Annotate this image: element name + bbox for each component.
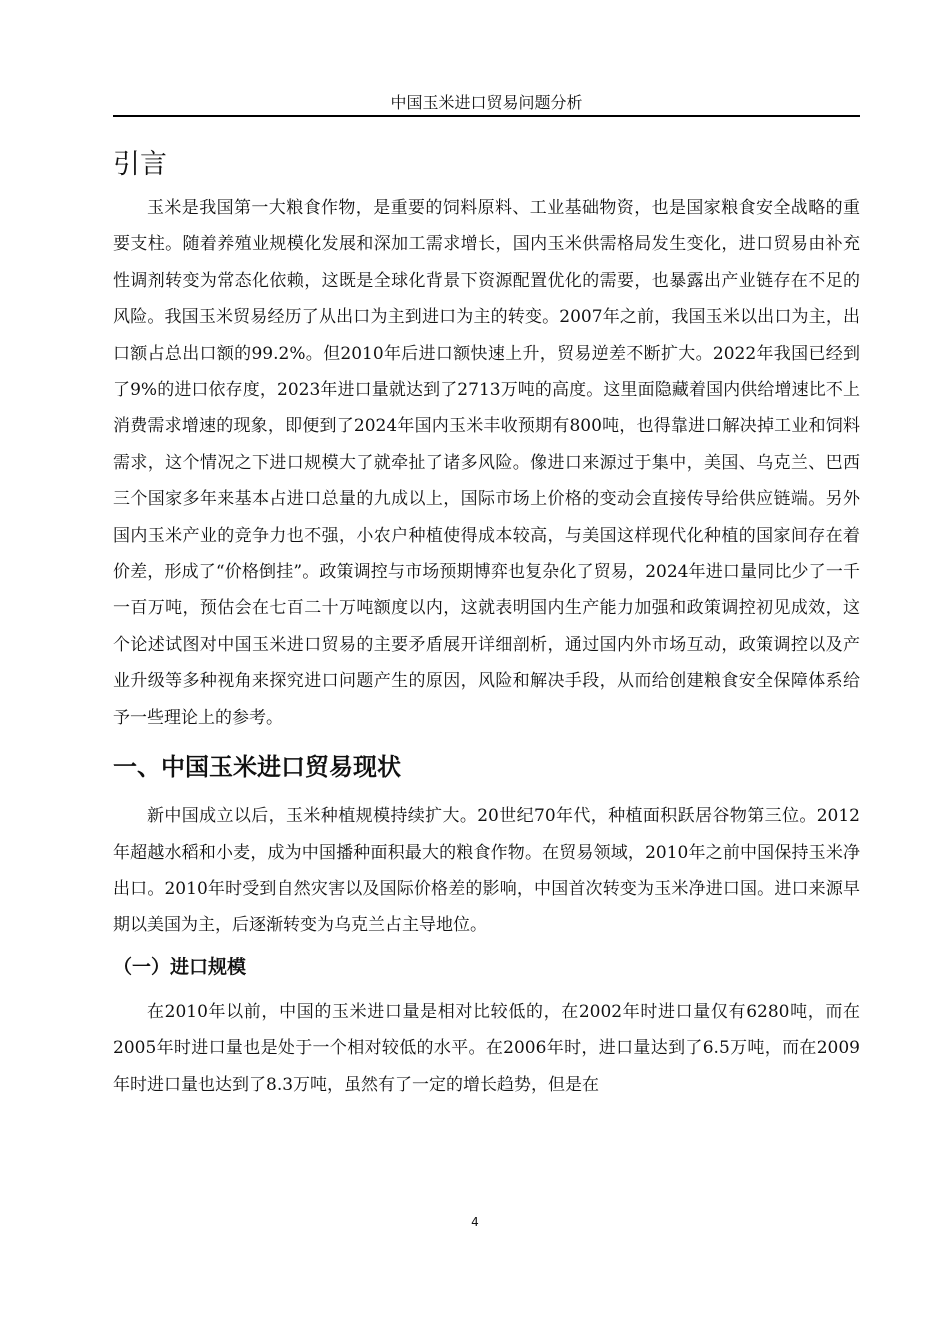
subsection-heading: （一）进口规模 bbox=[113, 955, 247, 978]
header-rule bbox=[113, 115, 860, 117]
page-body bbox=[113, 140, 860, 1103]
intro-paragraph: 玉米是我国第一大粮食作物，是重要的饲料原料、工业基础物资，也是国家粮食安全战略的重要支柱。随着养殖业规模化发展和深加工需求增长，国内玉米供需格局发生变化，进口贸易由补充性调剂转变为常态化依赖，这既是全球化背景下资源配置优化的需要，也暴露出产业链存在不足的风险。我国玉米贸易经历了从出口为主到进口为主的转变。2007年之前，我国玉米以出口为主，出口额占总出口额的99.2%。但2010年后进口额快速上升，贸易逆差不断扩大。2022年我国已经到了9%的进口依存度，2023年进口量就达到了2713万吨的高度。这里面隐藏着国内供给增速比不上消费需求增速的现象，即便到了2024年国内玉米丰收预期有800吨，也得靠进口解决掉工业和饲料需求，这个情况之下进口规模大了就牵扯了诸多风险。像进口来源过于集中，美国、乌克兰、巴西三个国家多年来基本占进口总量的九成以上，国际市场上价格的变动会直接传导给供应链端。另外国内玉米产业的竞争力也不强，小农户种植使得成本较高，与美国这样现代化种植的国家间存在着价差，形成了“价格倒挂”。政策调控与市场预期博弈也复杂化了贸易，2024年进口量同比少了一千一百万吨，预估会在七百二十万吨额度以内，这就表明国内生产能力加强和政策调控初见成效，这个论述试图对中国玉米进口贸易的主要矛盾展开详细剖析，通过国内外市场互动，政策调控以及产业升级等多种视角来探究进口问题产生的原因，风险和解决手段，从而给创建粮食安全保障体系给予一些理论上的参考。 bbox=[113, 198, 860, 728]
section-heading: 一、中国玉米进口贸易现状 bbox=[113, 753, 401, 782]
intro-heading: 引言 bbox=[113, 149, 167, 180]
subsection-paragraph: 在2010年以前，中国的玉米进口量是相对比较低的，在2002年时进口量仅有6280吨，而在2005年时进口量也是处于一个相对较低的水平。在2006年时，进口量达到了6.5万吨，而在2009年时进口量也达到了8.3万吨，虽然有了一定的增长趋势，但是在 bbox=[113, 1001, 860, 1095]
section-paragraph: 新中国成立以后，玉米种植规模持续扩大。20世纪70年代，种植面积跃居谷物第三位。2012年超越水稻和小麦，成为中国播种面积最大的粮食作物。在贸易领域，2010年之前中国保持玉米净出口。2010年时受到自然灾害以及国际价格差的影响，中国首次转变为玉米净进口国。进口来源早期以美国为主，后逐渐转变为乌克兰占主导地位。 bbox=[113, 806, 860, 936]
running-header: 中国玉米进口贸易问题分析 bbox=[390, 93, 583, 112]
page-number: 4 bbox=[471, 1215, 479, 1229]
